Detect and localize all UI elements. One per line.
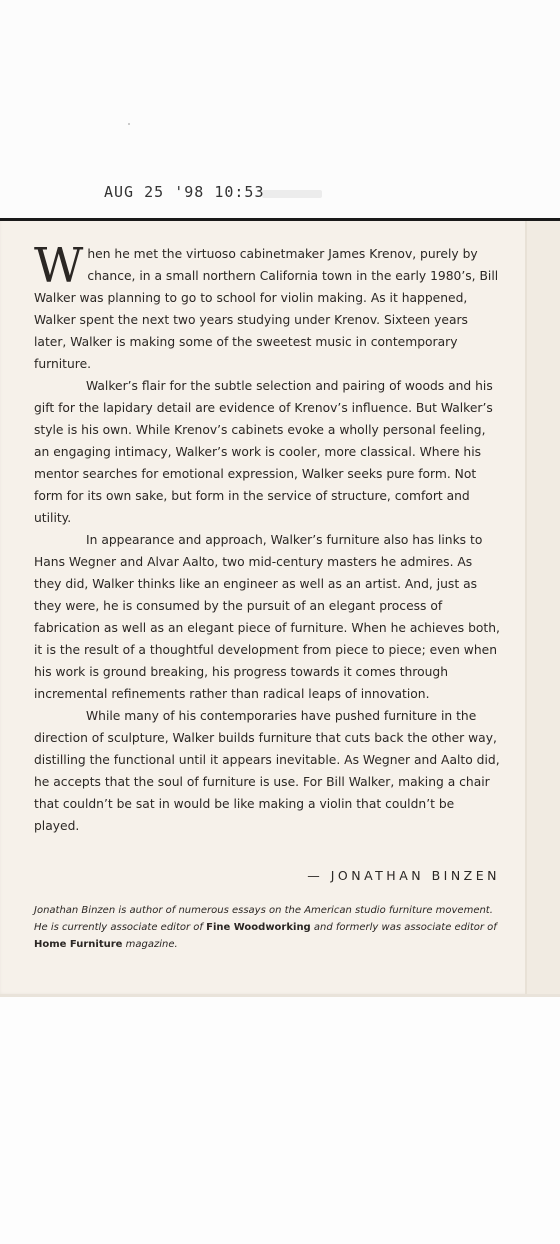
article-body	[34, 238, 500, 837]
paragraph-1	[34, 238, 500, 375]
bio-text-2: and formerly was associate editor of	[310, 922, 497, 933]
paragraph-1-text: hen he met the virtuoso cabinetmaker James Krenov, purely by chance, in a small northern California town in the early 1980’s, Bill Walker was planning to go to school for violin making. As it happened, Walker spent the next two years studying under Krenov. Sixteen years later, Walker is making some of the sweetest music in contemporary furniture.	[34, 247, 499, 371]
bio-publication-1: Fine Woodworking	[206, 922, 311, 933]
paper-speck	[128, 123, 130, 125]
paragraph-4: While many of his contemporaries have pushed furniture in the direction of sculpture, Walker builds furniture that cuts back the other way, distilling the functional until it appears inevitable. As Wegner and Aalto did, he accepts that the soul of furniture is use. For Bill Walker, making a chair that couldn’t be sat in would be like making a violin that couldn’t be played.	[34, 709, 500, 833]
page-adjacent-strip	[527, 221, 560, 996]
author-byline: — JONATHAN BINZEN	[307, 868, 500, 883]
bio-text-1: Jonathan Binzen is author of numerous essays on the American studio furniture movement. He is currently associate editor of	[34, 905, 493, 933]
paragraph-2: Walker’s flair for the subtle selection and pairing of woods and his gift for the lapidary detail are evidence of Krenov’s influence. But Walker’s style is his own. While Krenov’s cabinets evoke a wholly personal feeling, an engaging intimacy, Walker’s work is cooler, more classical. Where his mentor searches for emotional expression, Walker seeks pure form. Not form for its own sake, but form in the service of structure, comfort and utility.	[34, 379, 493, 525]
paragraph-3: In appearance and approach, Walker’s furniture also has links to Hans Wegner and Alvar Aalto, two mid-century masters he admires. As they did, Walker thinks like an engineer as well as an artist. And, just as they were, he is consumed by the pursuit of an elegant process of fabrication as well as an elegant piece of furniture. When he achieves both, it is the result of a thoughtful development from piece to piece; even when his work is ground breaking, his progress towards it comes through incremental refinements rather than radical leaps of innovation.	[34, 533, 500, 701]
blank-lower-area	[0, 997, 560, 1244]
author-bio	[34, 902, 504, 953]
page-fold-line	[525, 221, 527, 996]
fax-timestamp: AUG 25 '98 10:53	[104, 183, 265, 201]
bio-publication-2: Home Furniture	[34, 939, 123, 950]
drop-cap: W	[34, 238, 84, 294]
bio-text-3: magazine.	[122, 939, 178, 950]
fax-cover-area	[0, 0, 560, 218]
faint-stamp-shadow	[262, 190, 322, 198]
